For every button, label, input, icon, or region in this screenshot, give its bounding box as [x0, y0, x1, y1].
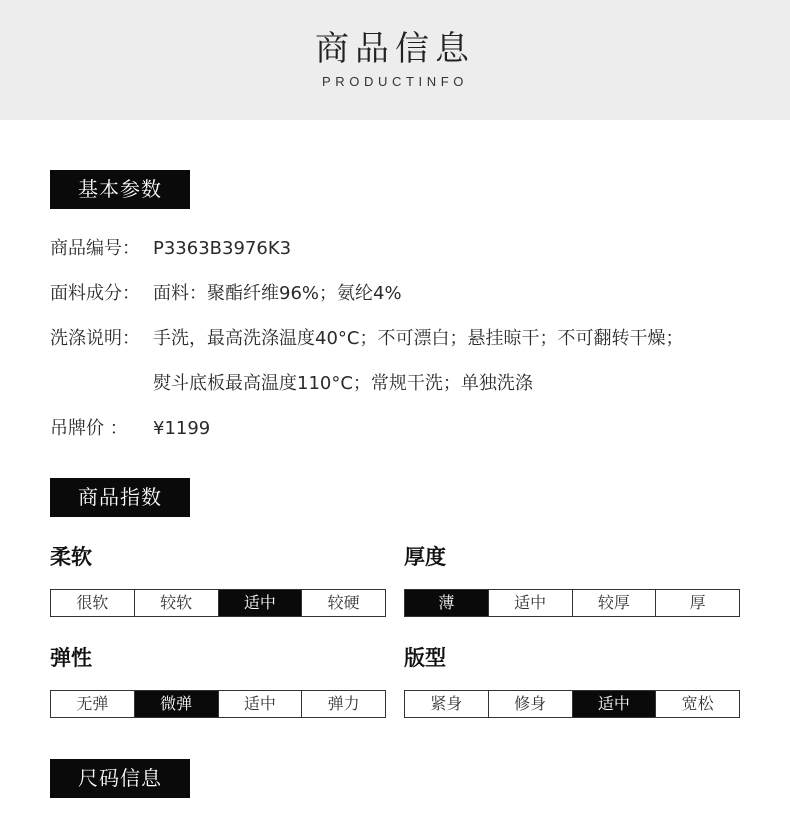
elasticity-option: 弹力 — [327, 694, 360, 713]
thickness-scale — [404, 589, 740, 617]
fit-option: 紧身 — [405, 691, 489, 717]
elasticity-scale — [50, 690, 386, 718]
wash-row — [50, 327, 683, 351]
softness-title: 柔软 — [50, 545, 92, 569]
product-code-row — [50, 237, 291, 261]
fabric-row — [50, 282, 402, 306]
fit-option: 适中 — [573, 691, 657, 717]
page-header — [0, 0, 790, 120]
thickness-title: 厚度 — [404, 545, 446, 569]
softness-option: 适中 — [219, 590, 303, 616]
thickness-option: 较厚 — [573, 590, 657, 616]
elasticity-option: 适中 — [219, 691, 303, 717]
product-code-key: 商品编号： — [50, 238, 140, 259]
price-row — [50, 417, 210, 441]
fabric-key: 面料成分： — [50, 283, 140, 304]
section-label-basic-params: 基本参数 — [50, 170, 190, 209]
thickness-option: 薄 — [405, 590, 489, 616]
thickness-option: 厚 — [689, 593, 706, 612]
fit-option: 修身 — [489, 691, 573, 717]
wash-key: 洗涤说明： — [50, 328, 140, 349]
fit-scale — [404, 690, 740, 718]
softness-scale — [50, 589, 386, 617]
fit-title: 版型 — [404, 646, 446, 670]
price-value: ¥1199 — [153, 418, 211, 439]
wash-value-line1: 手洗，最高洗涤温度40°C；不可漂白；悬挂晾干；不可翻转干燥； — [153, 328, 684, 349]
page-title: 商品信息 — [315, 29, 475, 69]
elasticity-title: 弹性 — [50, 646, 92, 670]
softness-option: 很软 — [51, 590, 135, 616]
price-key: 吊牌价 ： — [50, 418, 128, 439]
wash-value-line2: 熨斗底板最高温度110°C；常规干洗；单独洗涤 — [153, 373, 533, 394]
page-subtitle: PRODUCTINFO — [322, 74, 468, 89]
elasticity-option: 无弹 — [51, 691, 135, 717]
product-code-value: P3363B3976K3 — [153, 238, 292, 259]
section-label-product-index: 商品指数 — [50, 478, 190, 517]
elasticity-option: 微弹 — [135, 691, 219, 717]
fit-option: 宽松 — [681, 694, 714, 713]
section-label-size-info: 尺码信息 — [50, 759, 190, 798]
softness-option: 较硬 — [327, 593, 360, 612]
thickness-option: 适中 — [489, 590, 573, 616]
fabric-value: 面料：聚酯纤维96%；氨纶4% — [153, 283, 402, 304]
softness-option: 较软 — [135, 590, 219, 616]
